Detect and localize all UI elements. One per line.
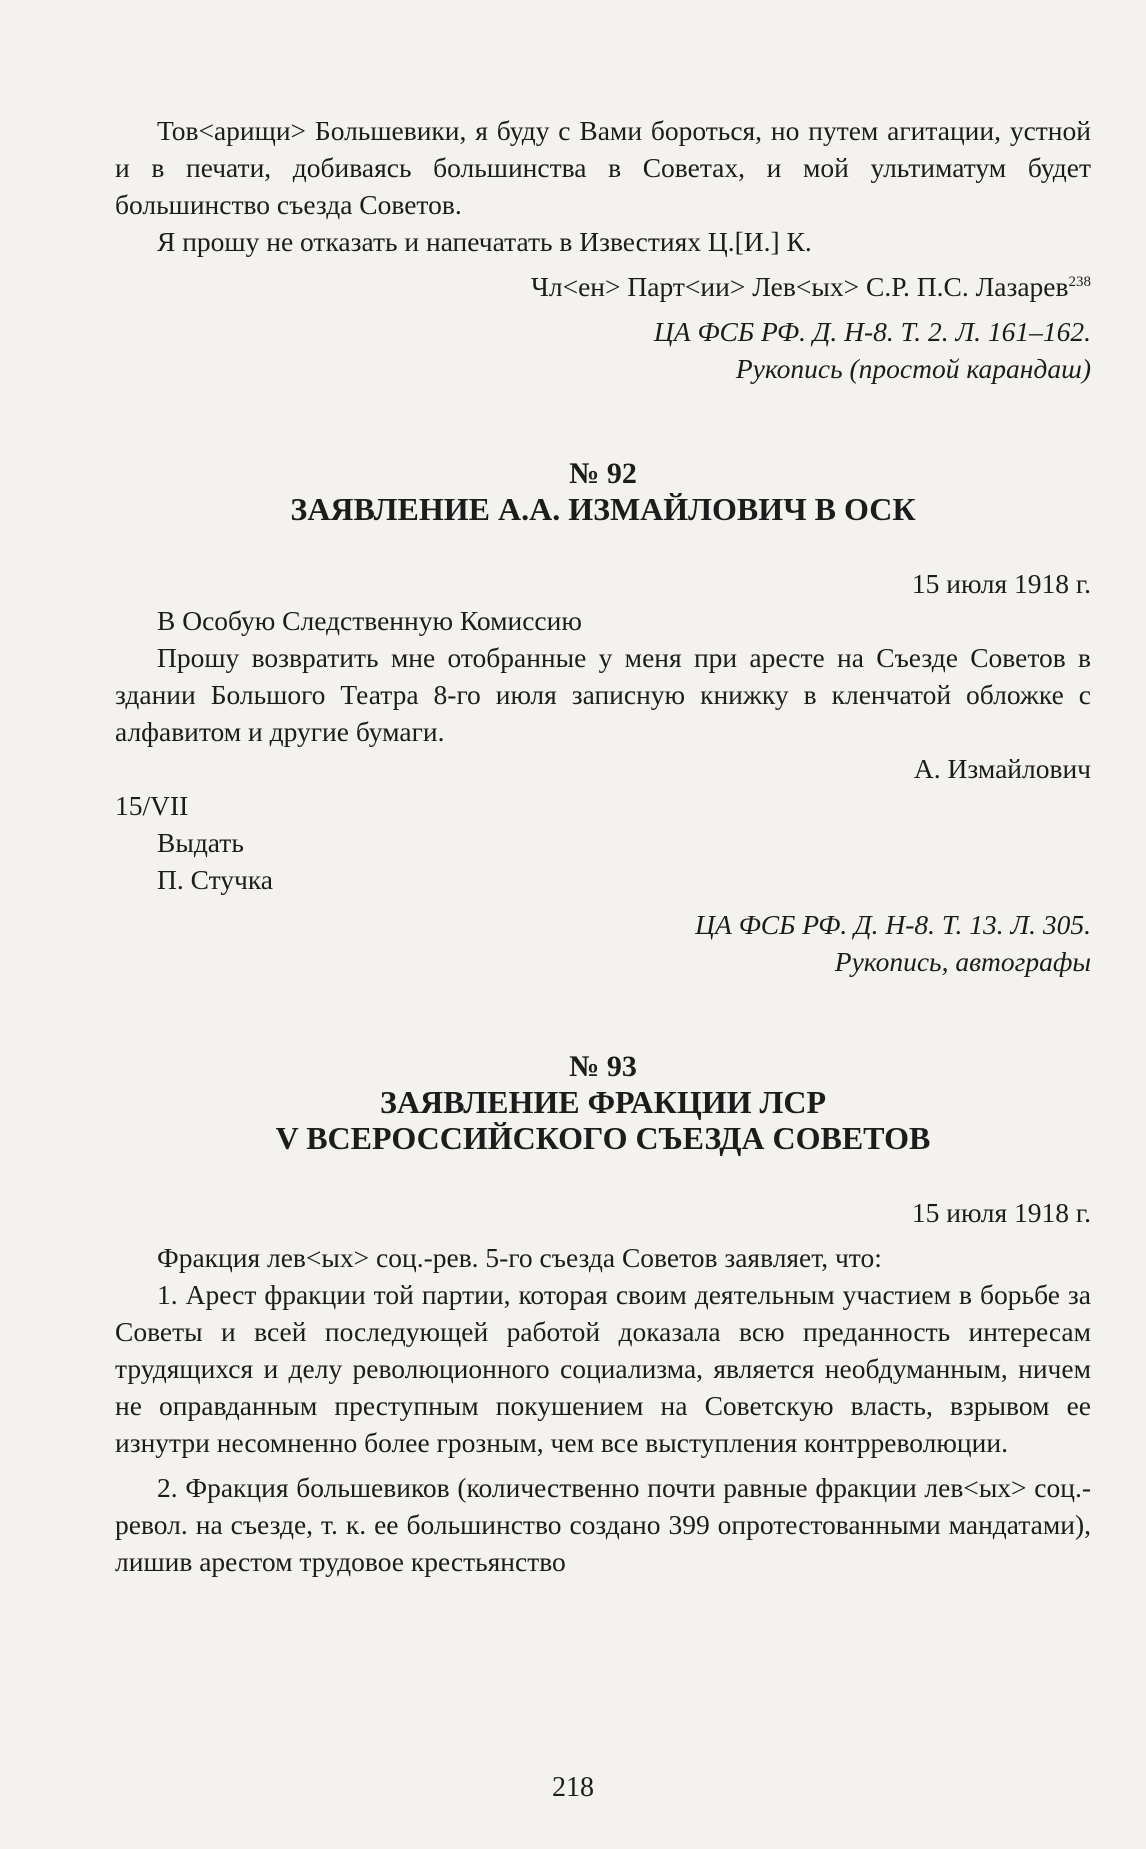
doc92-archive-ref: ЦА ФСБ РФ. Д. Н-8. Т. 13. Л. 305. (695, 909, 1091, 940)
doc93-number: № 93 (569, 1050, 637, 1083)
doc92-title: ЗАЯВЛЕНИЕ А.А. ИЗМАЙЛОВИЧ В ОСК (290, 491, 916, 527)
footnote-ref: 238 (1068, 273, 1091, 290)
doc92-source-note: Рукопись, автографы (834, 946, 1091, 977)
doc92-resolution-signer: П. Стучка (157, 864, 273, 895)
page-number: 218 (552, 1772, 594, 1803)
doc93-item-2: 2. Фракция большевиков (количественно почти равные фракции лев<ых> соц.-револ. на съезде, т. к. ее большинство создано 399 опротестованными мандатами), лишив арестом трудовое крестьянство (115, 1472, 1091, 1577)
doc92-address: В Особую Следственную Комиссию (157, 605, 582, 636)
doc92-resolution-date: 15/VII (115, 790, 189, 821)
doc93-title-line-2: V ВСЕРОССИЙСКОГО СЪЕЗДА СОВЕТОВ (275, 1120, 931, 1156)
doc91-signature-text: Чл<ен> Парт<ии> Лев<ых> С.Р. П.С. Лазарев (531, 271, 1069, 302)
doc93-title-line-1: ЗАЯВЛЕНИЕ ФРАКЦИИ ЛСР (380, 1084, 826, 1120)
doc93-item-1: 1. Арест фракции той партии, которая своим деятельным участием в борьбе за Советы и всей последующей работой доказала всю преданность интересам трудящихся и делу революционного социализма, является необдуманным, ничем не оправданным преступным покушением на Советскую власть, взрывом ее изнутри несомненно более грозным, чем все выступления контрреволюции. (115, 1279, 1091, 1458)
doc91-paragraph-2: Я прошу не отказать и напечатать в Известиях Ц.[И.] К. (157, 226, 812, 257)
doc91-paragraph-1: Тов<арищи> Большевики, я буду с Вами бороться, но путем агитации, устной и в печати, добиваясь большинства в Советах, и мой ультиматум будет большинство съезда Советов. (115, 115, 1091, 220)
doc93-date: 15 июля 1918 г. (911, 1197, 1091, 1228)
doc92-signature: А. Измайлович (913, 753, 1091, 784)
doc93-intro: Фракция лев<ых> соц.-рев. 5-го съезда Советов заявляет, что: (157, 1242, 882, 1273)
doc91-source-note: Рукопись (простой карандаш) (735, 353, 1091, 384)
doc91-signature (115, 268, 1091, 305)
doc92-number: № 92 (569, 457, 637, 490)
doc91-archive-ref: ЦА ФСБ РФ. Д. Н-8. Т. 2. Л. 161–162. (653, 316, 1091, 347)
book-page (115, 112, 1091, 1580)
doc92-resolution: Выдать (157, 827, 244, 858)
doc92-date: 15 июля 1918 г. (911, 568, 1091, 599)
doc92-body: Прошу возвратить мне отобранные у меня при аресте на Съезде Советов в здании Большого Театра 8-го июля записную книжку в кленчатой обложке с алфавитом и другие бумаги. (115, 642, 1091, 747)
